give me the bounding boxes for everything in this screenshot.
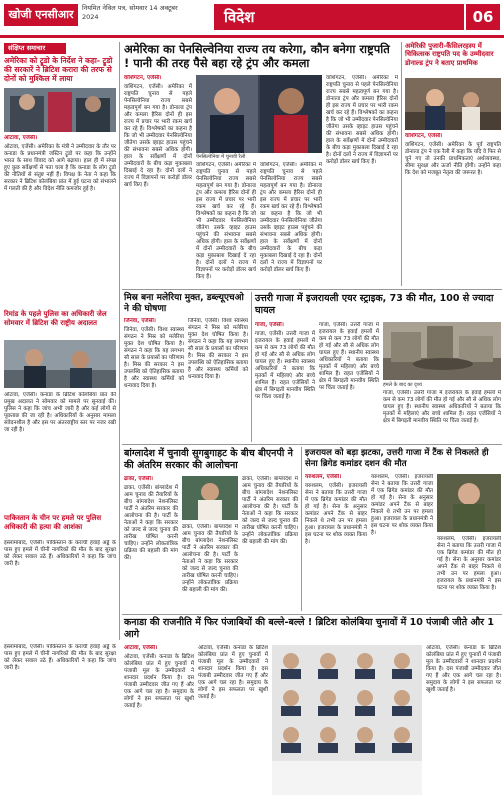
column-divider	[301, 447, 302, 611]
egypt-body: जिनेवा, एजेंसी। विश्व स्वास्थ्य संगठन ने मिस्र को मलेरिया मुक्त देश घोषित किया है। संगठन ने कहा कि यह लगभग सौ साल के प्रयासों का परिणाम है। मिस्र की सरकार ने इस उपलब्धि को ऐतिहासिक बताया है और स्वास्थ्य कर्मियों को धन्यवाद दिया है।	[124, 327, 184, 389]
canada-article-col-1	[124, 645, 194, 795]
column-divider	[251, 292, 252, 442]
lead-byline: वाशिंगटन, एजेंसी।	[124, 75, 162, 81]
egypt-byline: जिनेवा, एजेंसी।	[124, 318, 156, 324]
gaza-article-col-1	[255, 322, 315, 440]
lead-article-col-1	[124, 75, 192, 285]
canada-headline: कनाडा की राजनीति में फिर पंजाबियों की बल्ले-बल्ले ! ब्रिटिश कोलंबिया चुनावों में 10 पंजाबी जीते और 1 आगे	[124, 617, 494, 640]
right-top-article	[405, 133, 501, 285]
bangladesh-photo	[182, 476, 238, 520]
gaza-body: गाजा, एजेंसी। उत्तरी गाजा में इजरायल के हवाई हमलों में कम से कम 73 लोगों की मौत हो गई और सौ से अधिक लोग घायल हुए हैं। स्थानीय स्वास्थ्य अधिकारियों ने बताया कि मृतकों में महिलाएं और बच्चे शामिल हैं। राहत एजेंसियों ने क्षेत्र में बिगड़ती मानवीय स्थिति पर चिंता जताई है।	[255, 331, 315, 400]
left-article-3: इस्लामाबाद, एजेंसी। पाकिस्तान के कराची हवाई अड्डे के पास हुए हमले में चीनी नागरिकों की मौत के बाद सुरक्षा को लेकर सवाल उठे हैं। अधिकारियों ने कहा कि जांच जारी है।	[4, 540, 116, 567]
left-article-1	[4, 135, 116, 307]
brand-logo: खोजी एनसीआर	[4, 4, 78, 26]
canada-body: ओटावा, एजेंसी। कनाडा के ब्रिटिश कोलंबिया प्रांत में हुए चुनावों में पंजाबी मूल के उम्मीदवारों ने शानदार प्रदर्शन किया है। दस पंजाबी उम्मीदवार जीत गए हैं और एक आगे चल रहा है। समुदाय के लोगों ने इस सफलता पर खुशी जताई है।	[124, 654, 194, 709]
gaza-photo	[383, 322, 501, 380]
brief-news-tag: संक्षिप्त समाचार	[4, 43, 66, 54]
bangladesh-byline: ढाका, एजेंसी।	[124, 476, 154, 482]
section-title: विदेश	[214, 4, 464, 30]
left-article-3-continued: इस्लामाबाद, एजेंसी। पाकिस्तान के कराची हवाई अड्डे के पास हुए हमले में चीनी नागरिकों की मौत के बाद सुरक्षा को लेकर सवाल उठे हैं। अधिकारियों ने कहा कि जांच जारी है।	[4, 644, 116, 671]
right-top-photo	[405, 78, 501, 130]
canada-photo-grid	[272, 645, 422, 795]
israel-article-col-2: यरुशलम, एजेंसी। इजरायली सेना ने बताया कि उत्तरी गाजा में एक ब्रिगेड कमांडर की मौत हो गई है। सेना के अनुसार कमांडर अपने टैंक से बाहर निकले थे तभी उन पर हमला हुआ। इजरायल के प्रधानमंत्री ने इस घटना पर शोक व्यक्त किया है।	[371, 474, 433, 536]
lead-body-1: वाशिंगटन, एजेंसी। अमेरिका में राष्ट्रपति चुनाव से पहले पेनसिल्वेनिया राज्य सबसे महत्वपूर्ण बन गया है। डोनाल्ड ट्रंप और कमला हैरिस दोनों ही इस राज्य में प्रचार पर भारी रकम खर्च कर रहे हैं। विश्लेषकों का कहना है कि जो भी उम्मीदवार पेनसिल्वेनिया जीतेगा उसके व्हाइट हाउस पहुंचने की संभावना सबसे अधिक होगी। हाल के सर्वेक्षणों में दोनों उम्मीदवारों के बीच कड़ा मुकाबला दिखाई दे रहा है। दोनों दलों ने राज्य में विज्ञापनों पर करोड़ों डॉलर खर्च किए हैं।	[124, 84, 192, 188]
section-divider	[122, 614, 502, 615]
lead-article-col-4: वाशिंगटन, एजेंसी। अमेरिका में राष्ट्रपति चुनाव से पहले पेनसिल्वेनिया राज्य सबसे महत्वपूर्ण बन गया है। डोनाल्ड ट्रंप और कमला हैरिस दोनों ही इस राज्य में प्रचार पर भारी रकम खर्च कर रहे हैं। विश्लेषकों का कहना है कि जो भी उम्मीदवार पेनसिल्वेनिया जीतेगा उसके व्हाइट हाउस पहुंचने की संभावना सबसे अधिक होगी। हाल के सर्वेक्षणों में दोनों उम्मीदवारों के बीच कड़ा मुकाबला दिखाई दे रहा है। दोनों दलों ने राज्य में विज्ञापनों पर करोड़ों डॉलर खर्च किए हैं।	[326, 75, 398, 165]
right-top-body: वाशिंगटन, एजेंसी। अमेरिका के पूर्व राष्ट्रपति डोनाल्ड ट्रंप ने एक रैली में कहा कि यदि वे फिर से चुने गए तो उनकी प्राथमिकताएं अर्थव्यवस्था, सीमा सुरक्षा और ऊर्जा नीति होंगी। उन्होंने कहा कि देश को मजबूत नेतृत्व की जरूरत है।	[405, 142, 501, 176]
bangladesh-headline: बांग्लादेश में चुनावी सुगबुगाहट के बीच बीएनपी ने की अंतरिम सरकार की आलोचना	[124, 448, 293, 471]
lead-article-col-2: वाशिंगटन, एजेंसी। अमेरिका में राष्ट्रपति चुनाव से पहले पेनसिल्वेनिया राज्य सबसे महत्वपूर्ण बन गया है। डोनाल्ड ट्रंप और कमला हैरिस दोनों ही इस राज्य में प्रचार पर भारी रकम खर्च कर रहे हैं। विश्लेषकों का कहना है कि जो भी उम्मीदवार पेनसिल्वेनिया जीतेगा उसके व्हाइट हाउस पहुंचने की संभावना सबसे अधिक होगी। हाल के सर्वेक्षणों में दोनों उम्मीदवारों के बीच कड़ा मुकाबला दिखाई दे रहा है। दोनों दलों ने राज्य में विज्ञापनों पर करोड़ों डॉलर खर्च किए हैं।	[196, 162, 256, 280]
edition-line: नियमित नेविल पत्र, सोमवार 14 अक्टूबर 2024	[82, 4, 178, 21]
lead-photo-caption: पेनसिल्वेनिया में चुनावी रैली	[196, 154, 246, 160]
left-headline-3: पाकिस्तान के चीन पर हमले पर पुलिस अधिकारी की हत्या की आशंका	[4, 514, 102, 531]
page-number: 06	[466, 4, 500, 30]
masthead	[0, 0, 504, 38]
column-divider	[119, 42, 120, 640]
column-divider	[401, 42, 402, 286]
israel-article-col-1	[305, 474, 367, 610]
left-photo-1	[4, 88, 116, 132]
gaza-article-col-3: गाजा, एजेंसी। उत्तरी गाजा में इजरायल के हवाई हमलों में कम से कम 73 लोगों की मौत हो गई और सौ से अधिक लोग घायल हुए हैं। स्थानीय स्वास्थ्य अधिकारियों ने बताया कि मृतकों में महिलाएं और बच्चे शामिल हैं। राहत एजेंसियों ने क्षेत्र में बिगड़ती मानवीय स्थिति पर चिंता जताई है।	[383, 390, 501, 424]
gaza-photo-caption: हमले के बाद का दृश्य	[383, 382, 422, 388]
canada-article-col-3: ओटावा, एजेंसी। कनाडा के ब्रिटिश कोलंबिया प्रांत में हुए चुनावों में पंजाबी मूल के उम्मीदवारों ने शानदार प्रदर्शन किया है। दस पंजाबी उम्मीदवार जीत गए हैं और एक आगे चल रहा है। समुदाय के लोगों ने इस सफलता पर खुशी जताई है।	[426, 645, 501, 693]
gaza-headline: उत्तरी गाजा में इजरायली एयर स्ट्राइक, 73 की मौत, 100 से ज्यादा घायल	[255, 293, 494, 316]
bangladesh-article-col-2: ढाका, एजेंसी। बांग्लादेश में आम चुनाव की तैयारियों के बीच बांग्लादेश नेशनलिस्ट पार्टी ने अंतरिम सरकार की आलोचना की है। पार्टी के नेताओं ने कहा कि सरकार को जल्द से जल्द चुनाव की तारीख घोषित करनी चाहिए। उन्होंने लोकतांत्रिक प्रक्रिया की बहाली की मांग की।	[182, 524, 238, 593]
left-headline-2: रिमांड के पहले पुलिस का अधिकारी जेल सोमवार में ब्रिटिश की राष्ट्रीय अदालत	[4, 310, 107, 327]
left-byline-1: ओटावा, एजेंसी।	[4, 135, 38, 141]
gaza-article-col-2: गाजा, एजेंसी। उत्तरी गाजा में इजरायल के हवाई हमलों में कम से कम 73 लोगों की मौत हो गई और सौ से अधिक लोग घायल हुए हैं। स्थानीय स्वास्थ्य अधिकारियों ने बताया कि मृतकों में महिलाएं और बच्चे शामिल हैं। राहत एजेंसियों ने क्षेत्र में बिगड़ती मानवीय स्थिति पर चिंता जताई है।	[319, 322, 379, 391]
bangladesh-body: ढाका, एजेंसी। बांग्लादेश में आम चुनाव की तैयारियों के बीच बांग्लादेश नेशनलिस्ट पार्टी ने अंतरिम सरकार की आलोचना की है। पार्टी के नेताओं ने कहा कि सरकार को जल्द से जल्द चुनाव की तारीख घोषित करनी चाहिए। उन्होंने लोकतांत्रिक प्रक्रिया की बहाली की मांग की।	[124, 485, 178, 561]
israel-photo	[437, 474, 501, 532]
lead-article-col-3: वाशिंगटन, एजेंसी। अमेरिका में राष्ट्रपति चुनाव से पहले पेनसिल्वेनिया राज्य सबसे महत्वपूर्ण बन गया है। डोनाल्ड ट्रंप और कमला हैरिस दोनों ही इस राज्य में प्रचार पर भारी रकम खर्च कर रहे हैं। विश्लेषकों का कहना है कि जो भी उम्मीदवार पेनसिल्वेनिया जीतेगा उसके व्हाइट हाउस पहुंचने की संभावना सबसे अधिक होगी। हाल के सर्वेक्षणों में दोनों उम्मीदवारों के बीच कड़ा मुकाबला दिखाई दे रहा है। दोनों दलों ने राज्य में विज्ञापनों पर करोड़ों डॉलर खर्च किए हैं।	[260, 162, 322, 273]
lead-headline: अमेरिका का पेनसिल्वेनिया राज्य तय करेगा, कौन बनेगा राष्ट्रपति ! पानी की तरह पैसे बहा रहे ट्रंप और कमला	[124, 42, 390, 70]
israel-body: यरुशलम, एजेंसी। इजरायली सेना ने बताया कि उत्तरी गाजा में एक ब्रिगेड कमांडर की मौत हो गई है। सेना के अनुसार कमांडर अपने टैंक से बाहर निकले थे तभी उन पर हमला हुआ। इजरायल के प्रधानमंत्री ने इस घटना पर शोक व्यक्त किया है।	[305, 483, 367, 545]
left-headline-1: अमेरिका को ट्रूडो के निर्देश ने कहा- ट्रूडो की सरकारें ने ब्रिटिश करारा की तरफ से दोनों को मुश्किल में लाया	[4, 56, 113, 83]
gaza-byline: गाजा, एजेंसी।	[255, 322, 284, 328]
right-top-byline: वाशिंगटन, एजेंसी।	[405, 133, 443, 139]
bangladesh-article-col-3: ढाका, एजेंसी। बांग्लादेश में आम चुनाव की तैयारियों के बीच बांग्लादेश नेशनलिस्ट पार्टी ने अंतरिम सरकार की आलोचना की है। पार्टी के नेताओं ने कहा कि सरकार को जल्द से जल्द चुनाव की तारीख घोषित करनी चाहिए। उन्होंने लोकतांत्रिक प्रक्रिया की बहाली की मांग की।	[242, 476, 298, 545]
bangladesh-article-col-1	[124, 476, 178, 610]
canada-byline: ओटावा, एजेंसी।	[124, 645, 158, 651]
left-body-1: ओटावा, एजेंसी। अमेरिका के मंत्री ने उम्मीदवार के तौर पर कनाडा के प्रधानमंत्री जस्टिन ट्रूडो पर कहा कि उन्होंने भारत के साथ विवाद को आगे बढ़ाया। हाल ही में संपन्न हुए कुछ सर्वेक्षणों से पता चला है कि कनाडा के लोग ट्रूडो की नीतियों से संतुष्ट नहीं हैं। विपक्ष के नेता ने कहा कि सरकार ने ब्रिटिश कोलंबिया प्रांत में हुई घटना को संभालने में गलती की है और विदेश नीति कमजोर हुई है।	[4, 144, 116, 192]
israel-byline: यरुशलम, एजेंसी।	[305, 474, 342, 480]
section-divider	[122, 289, 502, 290]
israel-headline: इजरायल को बड़ा झटका, उत्तरी गाजा में टैंक से निकलते ही सेना ब्रिगेड कमांडर दशन की मौत	[305, 448, 489, 469]
egypt-article-col-1	[124, 318, 184, 440]
canada-article-col-2: ओटावा, एजेंसी। कनाडा के ब्रिटिश कोलंबिया प्रांत में हुए चुनावों में पंजाबी मूल के उम्मीदवारों ने शानदार प्रदर्शन किया है। दस पंजाबी उम्मीदवार जीत गए हैं और एक आगे चल रहा है। समुदाय के लोगों ने इस सफलता पर खुशी जताई है।	[198, 645, 268, 700]
egypt-headline: मिस्र बना मलेरिया मुक्त, डब्ल्यूएचओ ने की घोषणा	[124, 293, 244, 314]
left-article-2: ओटावा, एजेंसी। कनाडा के ब्रिटिश कोलंबिया प्रांत की प्रमुख अदालत ने सोमवार को मामले पर सुनवाई की। पुलिस ने कहा कि जांच अभी जारी है और कई लोगों से पूछताछ की जा रही है। अधिकारियों के अनुसार मामला संवेदनशील है और इस पर अंतरराष्ट्रीय स्तर पर नजर रखी जा रही है।	[4, 392, 116, 433]
lead-photo	[196, 75, 322, 153]
right-top-headline: अमेरिकी पुजारी-कैंसिलरहस्य में चिकित्सक राष्ट्रपति पद के उम्मीदवार डोनाल्ड ट्रंप ने बताए प्राथमिक	[405, 42, 494, 67]
left-photo-2	[4, 340, 116, 388]
israel-article-col-3: यरुशलम, एजेंसी। इजरायली सेना ने बताया कि उत्तरी गाजा में एक ब्रिगेड कमांडर की मौत हो गई है। सेना के अनुसार कमांडर अपने टैंक से बाहर निकले थे तभी उन पर हमला हुआ। इजरायल के प्रधानमंत्री ने इस घटना पर शोक व्यक्त किया है।	[437, 536, 501, 591]
section-divider	[122, 444, 502, 445]
egypt-article-col-2: जिनेवा, एजेंसी। विश्व स्वास्थ्य संगठन ने मिस्र को मलेरिया मुक्त देश घोषित किया है। संगठन ने कहा कि यह लगभग सौ साल के प्रयासों का परिणाम है। मिस्र की सरकार ने इस उपलब्धि को ऐतिहासिक बताया है और स्वास्थ्य कर्मियों को धन्यवाद दिया है।	[188, 318, 248, 380]
